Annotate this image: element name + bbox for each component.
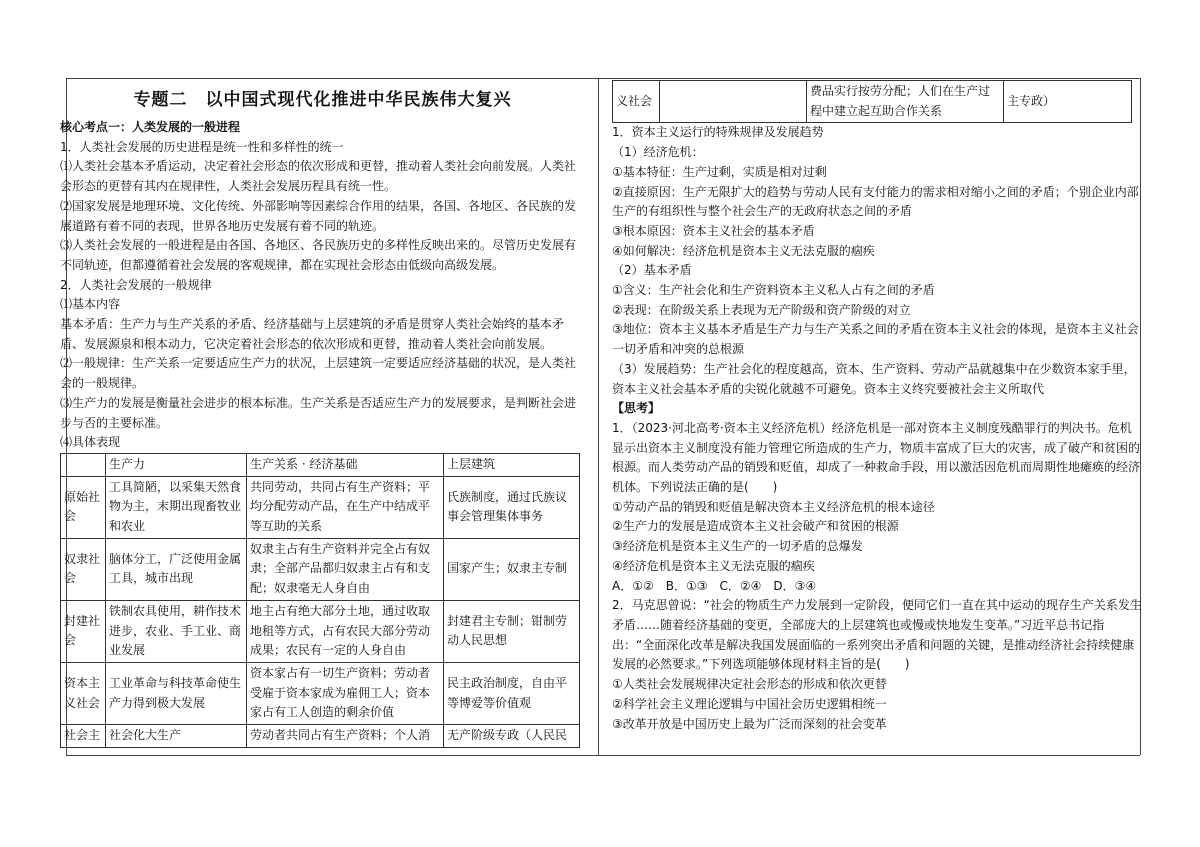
table-cell: 封建社会 — [61, 600, 106, 662]
paragraph: ⑷具体表现 — [60, 435, 121, 450]
table-cell: 封建君主专制；钳制劳动人民思想 — [444, 600, 580, 662]
list-item: ①含义：生产社会化和生产资料资本主义私人占有之间的矛盾 — [612, 283, 935, 298]
question-1: 1．（2023·河北高考·资本主义经济危机）经济危机是一部对资本主义制度残酷罪行的判决书。危机显示出资本主义制度没有能力管理它所造成的生产力，物质丰富成了巨大的灾害，成了破产和贫困的根源。而人类劳动产品的销毁和贬值，却成了一种救命手段，用以激活因危机而周期性地瘫痪的经济机体。下列说法正确的是( ) — [612, 420, 1141, 495]
paragraph: ⑵国家发展是地理环境、文化传统、外部影响等因素综合作用的结果，各国、各地区、各民族的发展道路有着不同的表现，世界各地历史发展有着不同的轨迹。 — [60, 198, 577, 233]
paragraph: ⑵一般规律：生产关系一定要适应生产力的状况，上层建筑一定要适应经济基础的状况，是人类社会的一般规律。 — [60, 356, 577, 391]
table-cell: 资本主义社会 — [61, 662, 106, 724]
question-2: 2．马克思曾说：“社会的物质生产力发展到一定阶段，便同它们一直在其中运动的现存生产关系发生矛盾……随着经济基础的变更，全部庞大的上层建筑也或慢或快地发生变革。”习近平总书记指出：“全面深化改革是解决我国发展面临的一系列突出矛盾和问题的关键，是推动经济社会持续健康发展的必然要求。”下列选项能够体现材料主旨的是( ) — [612, 598, 1142, 672]
question-option: ②生产力的发展是造成资本主义社会破产和贫困的根源 — [612, 519, 899, 534]
society-forms-table — [60, 453, 580, 748]
table-header-cell: 生产关系 · 经济基础 — [247, 453, 444, 476]
table-header-cell: 生产力 — [106, 453, 247, 476]
list-item: ③地位：资本主义基本矛盾是生产力与生产关系之间的矛盾在资本主义社会的体现，是资本主义社会一切矛盾和冲突的总根源 — [612, 322, 1139, 357]
table-row — [61, 600, 580, 662]
left-column — [60, 0, 585, 748]
list-item: ②直接原因：生产无限扩大的趋势与劳动人民有支付能力的需求相对缩小之间的矛盾；个别企业内部生产的有组织性与整个社会生产的无政府状态之间的矛盾 — [612, 184, 1139, 219]
table-row — [61, 725, 580, 748]
table-header-row — [61, 453, 580, 476]
subsection-heading: （1）经济危机： — [612, 145, 704, 160]
paragraph: ⑴人类社会基本矛盾运动，决定着社会形态的依次形成和更替，推动着人类社会向前发展。人类社会形态的更替有其内在规律性，人类社会发展历程具有统一性。 — [60, 159, 577, 194]
page-title: 专题二 以中国式现代化推进中华民族伟大复兴 — [133, 90, 512, 110]
list-item: ②表现：在阶级关系上表现为无产阶级和资产阶级的对立 — [612, 302, 911, 317]
frame-column-divider — [598, 78, 599, 755]
section-heading: 2．人类社会发展的一般规律 — [60, 277, 212, 292]
section-heading: 1．人类社会发展的历史进程是统一性和多样性的统一 — [60, 139, 344, 154]
section-heading: 1．资本主义运行的特殊规律及发展趋势 — [612, 125, 824, 140]
table-cell: 义社会 — [613, 81, 660, 123]
table-cell: 奴隶社会 — [61, 538, 106, 600]
table-cell: 无产阶级专政（人民民 — [444, 725, 580, 748]
table-header-cell — [61, 453, 106, 476]
paragraph: （3）发展趋势：生产社会化的程度越高，资本、生产资料、劳动产品就越集中在少数资本家手里，资本主义社会基本矛盾的尖锐化就越不可避免。资本主义终究要被社会主义所取代 — [612, 361, 1136, 396]
think-heading: 【思考】 — [612, 401, 661, 416]
table-cell: 氏族制度，通过氏族议事会管理集体事务 — [444, 476, 580, 538]
table-cell: 脑体分工，广泛使用金属工具，城市出现 — [106, 538, 247, 600]
table-cell: 资本家占有一切生产资料；劳动者受雇于资本家成为雇佣工人；资本家占有工人创造的剩余价值 — [247, 662, 444, 724]
list-item: ④如何解决：经济危机是资本主义无法克服的痼疾 — [612, 243, 875, 258]
table-cell: 社会化大生产 — [106, 725, 247, 748]
table-cell: 社会主 — [61, 725, 106, 748]
frame-bottom-border — [66, 755, 1140, 756]
table-cell: 原始社会 — [61, 476, 106, 538]
table-cell: 地主占有绝大部分土地，通过收取地租等方式，占有农民大部分劳动成果；农民有一定的人身自由 — [247, 600, 444, 662]
question-option: ①人类社会发展规律决定社会形态的形成和依次更替 — [612, 677, 887, 692]
paragraph: ⑴基本内容 — [60, 297, 121, 312]
table-cell: 工具简陋，以采集天然食物为主，末期出现畜牧业和农业 — [106, 476, 247, 538]
subsection-heading: （2）基本矛盾 — [612, 263, 692, 278]
paragraph: ⑶人类社会发展的一般进程是由各国、各地区、各民族历史的多样性反映出来的。尽管历史发展有不同轨迹，但都遵循着社会发展的客观规律，都在实现社会形态由低级向高级发展。 — [60, 238, 577, 272]
table-row — [61, 476, 580, 538]
list-item: ①基本特征：生产过剩，实质是相对过剩 — [612, 164, 827, 179]
table-cell: 共同劳动，共同占有生产资料；平均分配劳动产品，在生产中结成平等互助的关系 — [247, 476, 444, 538]
table-cell: 主专政） — [1004, 81, 1132, 123]
question-option: ③改革开放是中国历史上最为广泛而深刻的社会变革 — [612, 716, 887, 731]
table-cell: 费品实行按劳分配；人们在生产过程中建立起互助合作关系 — [807, 81, 1004, 123]
table-cell — [660, 81, 807, 123]
right-column — [612, 0, 1142, 734]
table-cell: 民主政治制度，自由平等博爱等价值观 — [444, 662, 580, 724]
question-option: ④经济危机是资本主义无法克服的痼疾 — [612, 558, 815, 573]
paragraph: 基本矛盾：生产力与生产关系的矛盾、经济基础与上层建筑的矛盾是贯穿人类社会始终的基本矛盾、发展源泉和根本动力，它决定着社会形态的依次形成和更替，推动着人类社会向前发展。 — [60, 317, 565, 351]
society-forms-table-continued — [612, 80, 1132, 123]
table-row — [613, 81, 1132, 123]
question-option: ③经济危机是资本主义生产的一切矛盾的总爆发 — [612, 539, 863, 554]
table-cell: 劳动者共同占有生产资料；个人消 — [247, 725, 444, 748]
table-cell: 奴隶主占有生产资料并完全占有奴隶；全部产品都归奴隶主占有和支配；奴隶毫无人身自由 — [247, 538, 444, 600]
paragraph: ⑶生产力的发展是衡量社会进步的根本标准。生产关系是否适应生产力的发展要求，是判断社会进步与否的主要标准。 — [60, 395, 577, 430]
core-point-heading: 核心考点一：人类发展的一般进程 — [60, 120, 241, 134]
question-option: ②科学社会主义理论逻辑与中国社会历史逻辑相统一 — [612, 696, 887, 711]
table-cell: 工业革命与科技革命使生产力得到极大发展 — [106, 662, 247, 724]
question-option: ①劳动产品的销毁和贬值是解决资本主义经济危机的根本途径 — [612, 499, 935, 514]
table-cell: 铁制农具使用，耕作技术进步，农业、手工业、商业发展 — [106, 600, 247, 662]
table-row — [61, 538, 580, 600]
answer-choices: A．①② B．①③ C．②④ D．③④ — [612, 578, 817, 593]
list-item: ③根本原因：资本主义社会的基本矛盾 — [612, 223, 815, 238]
table-row — [61, 662, 580, 724]
table-header-cell: 上层建筑 — [444, 453, 580, 476]
table-cell: 国家产生；奴隶主专制 — [444, 538, 580, 600]
